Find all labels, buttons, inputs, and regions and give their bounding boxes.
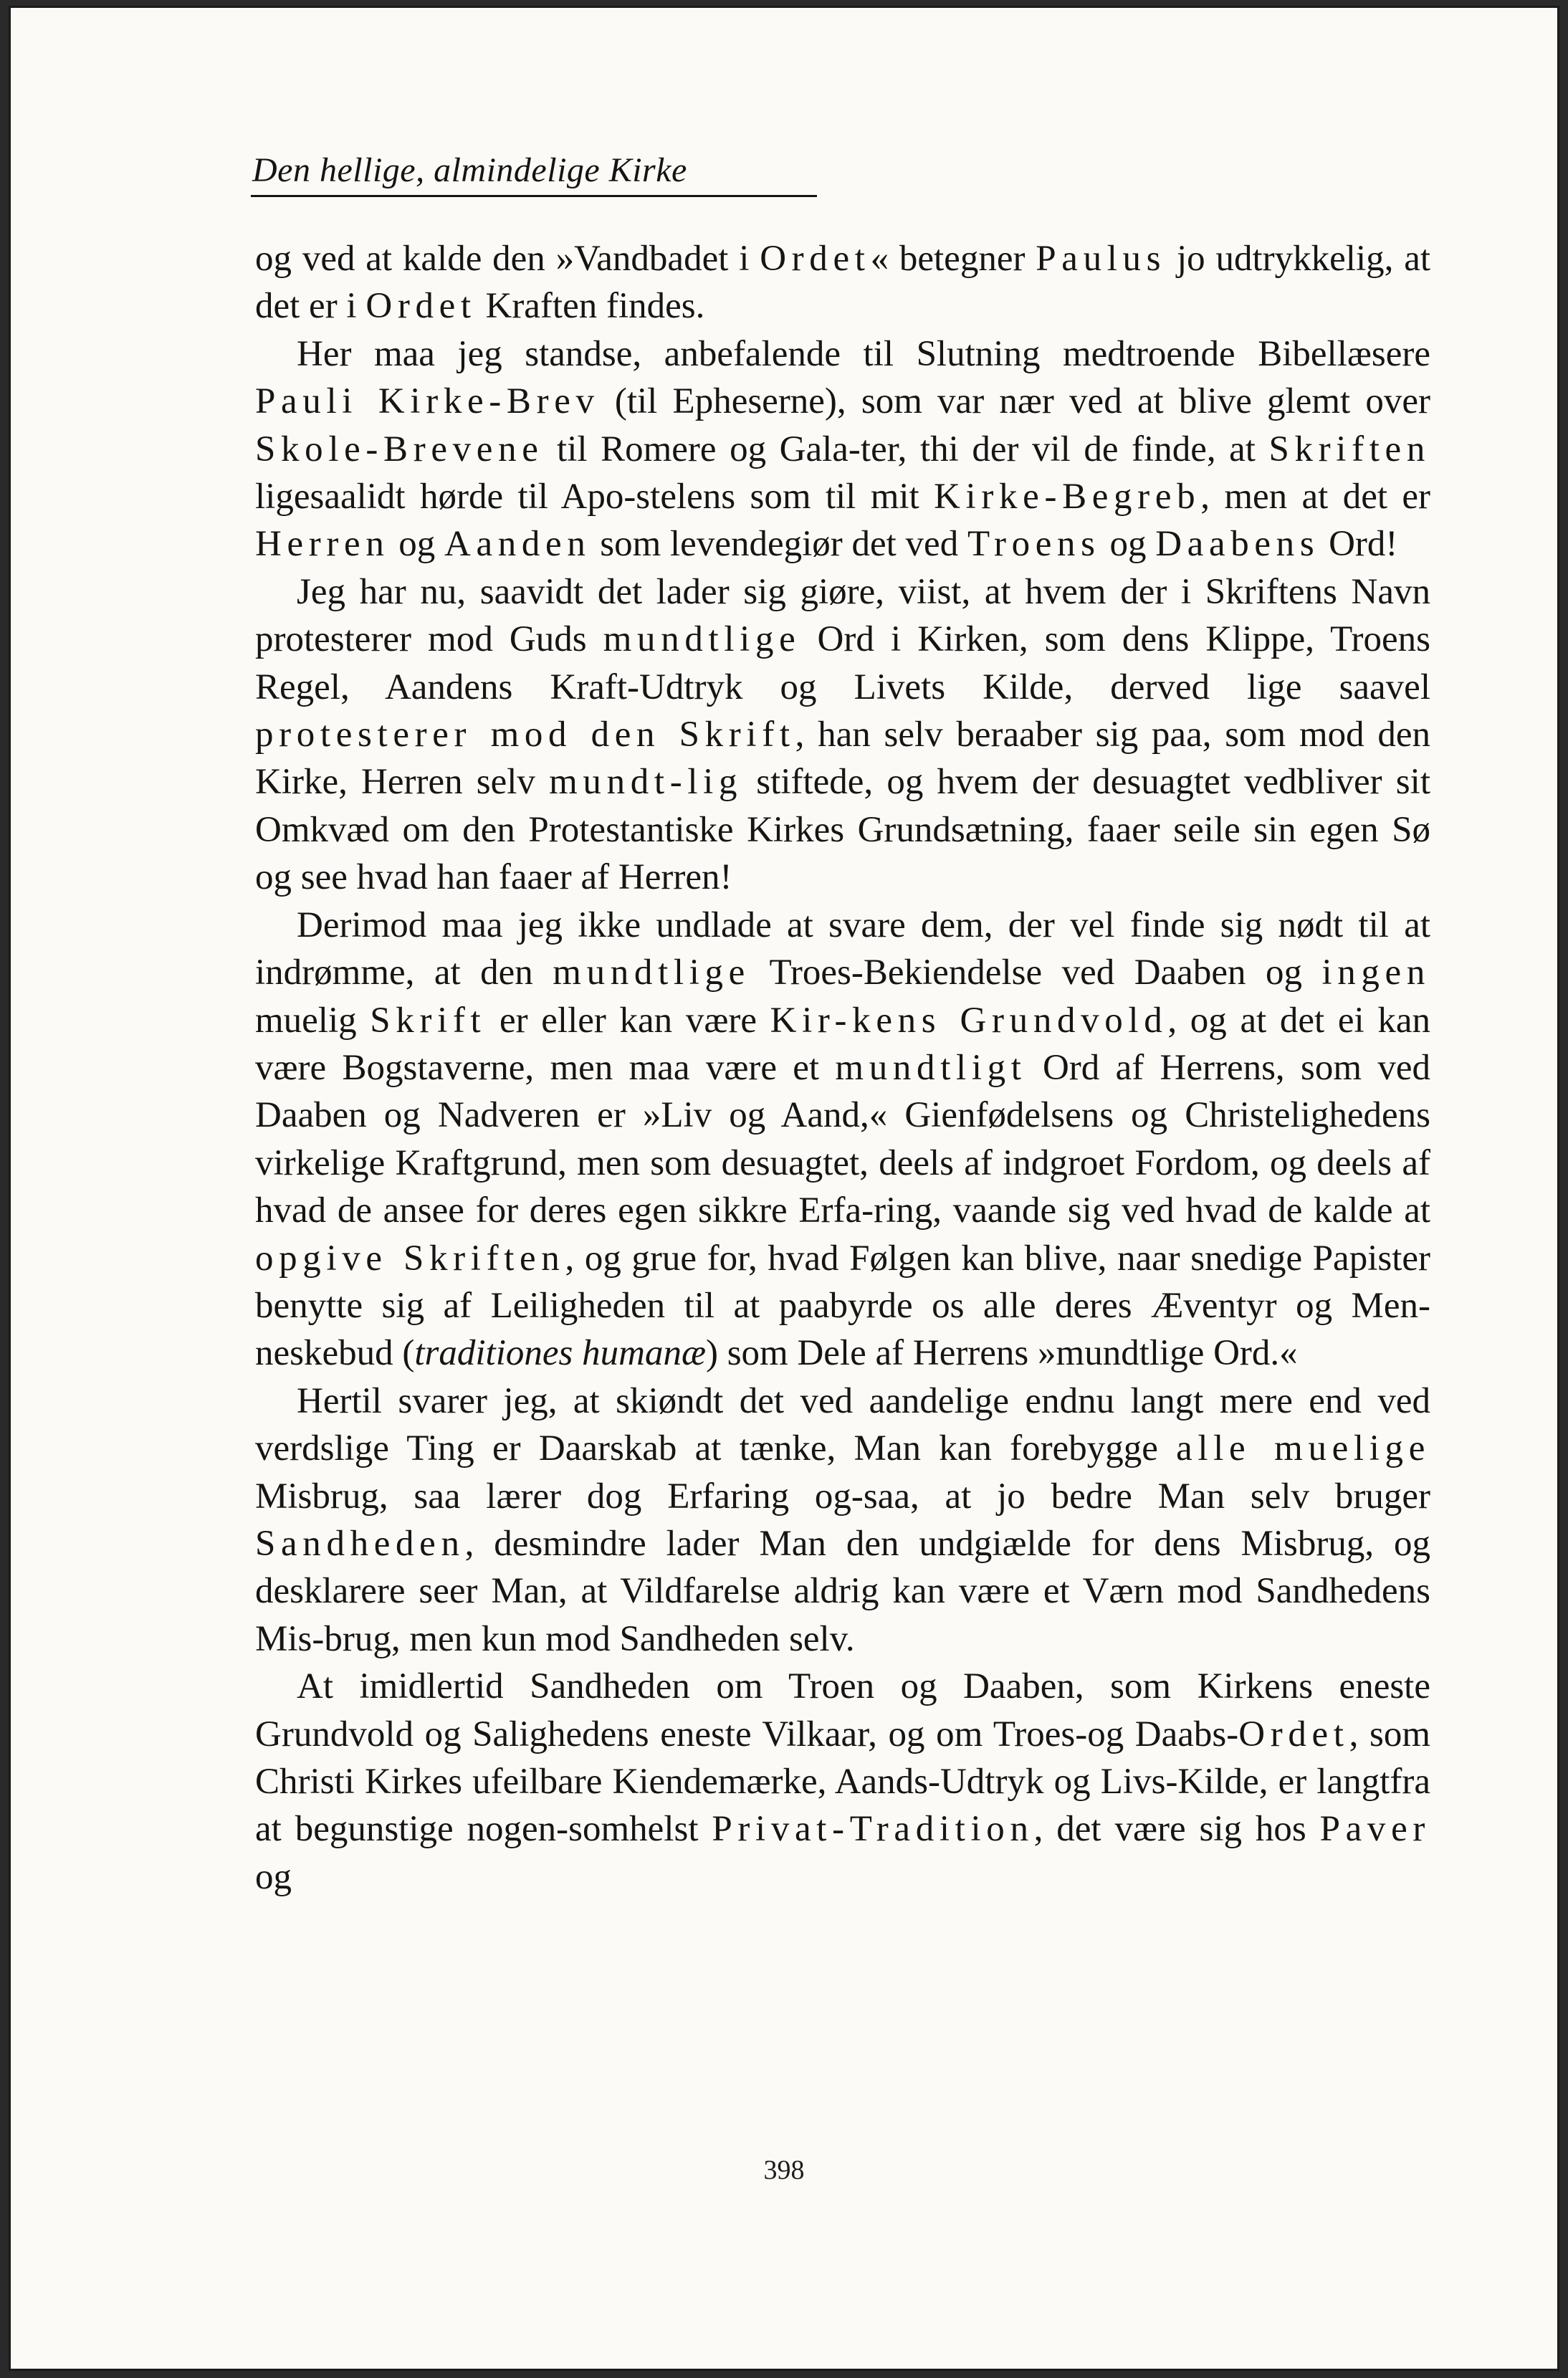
text-run: , desmindre lader Man den undgiælde for dens Misbrug, og desklarere seer Man, at Vildfarelse aldrig kan være et Værn mod Sandhedens Mis-brug, men kun mod Sandheden selv. xyxy=(255,1523,1430,1659)
text-run: Ord i Kirken, som dens Klippe, Troens Regel, Aandens Kraft-Udtryk og Livets Kilde, derved lige saavel xyxy=(255,619,1430,707)
spaced-emphasis: mundtlige xyxy=(553,952,750,993)
spaced-emphasis: Daabens xyxy=(1155,524,1320,565)
text-run: (til Epheserne), som var nær ved at blive glemt over xyxy=(599,381,1430,422)
spaced-emphasis: Kir-kens Grundvold xyxy=(770,1000,1168,1041)
spaced-emphasis: Ordet xyxy=(1238,1714,1349,1754)
body-text xyxy=(255,235,1430,1901)
text-run: , han selv beraaber sig paa, som mod den Kirke, Herren selv xyxy=(255,715,1431,803)
text-run: og ved at kalde den »Vandbadet i xyxy=(255,239,760,279)
text-run: og xyxy=(255,1856,292,1897)
text-run: ) som Dele af Herrens »mundtlige Ord.« xyxy=(705,1333,1298,1374)
spaced-emphasis: Skriften xyxy=(1268,429,1430,469)
spaced-emphasis: alle muelige xyxy=(1176,1428,1430,1469)
text-run: er eller kan være xyxy=(486,1000,770,1041)
text-run: og xyxy=(389,524,444,565)
running-header: Den hellige, almindelige Kirke xyxy=(252,151,687,189)
paragraph-p4 xyxy=(255,902,1430,1377)
spaced-emphasis: mundt-lig xyxy=(549,762,743,803)
text-run: og xyxy=(1100,524,1156,565)
text-run: stiftede, og hvem der desuagtet vedbliver sit Omkvæd om den Protestantiske Kirkes Grundsætning, faaer seile sin egen Sø og see hvad han faaer af Herren! xyxy=(255,762,1430,898)
spaced-emphasis: Pauli Kirke-Brev xyxy=(255,381,600,422)
spaced-emphasis: Paver xyxy=(1319,1809,1430,1850)
spaced-emphasis: Aanden xyxy=(444,524,591,565)
text-run: , som Christi Kirkes ufeilbare Kiendemærke, Aands-Udtryk og Livs-Kilde, er langtfra at begunstige nogen-somhelst xyxy=(255,1714,1430,1850)
spaced-emphasis: mundtlige xyxy=(603,619,801,660)
spaced-emphasis: opgive Skriften xyxy=(255,1238,565,1279)
text-run: til Romere og Gala-ter, thi der vil de finde, at xyxy=(543,429,1269,469)
spaced-emphasis: protesterer mod den Skrift xyxy=(255,715,795,755)
text-run: Kraften findes. xyxy=(476,286,705,327)
paragraph-p3 xyxy=(255,568,1430,902)
spaced-emphasis: Ordet xyxy=(760,239,871,279)
spaced-emphasis: Troens xyxy=(967,524,1101,565)
text-run: ligesaalidt hørde til Apo-stelens som til mit xyxy=(255,477,934,517)
text-run: Jeg har nu, saavidt det lader sig giøre, viist, at hvem der i Skriftens Navn protesterer mod Guds xyxy=(255,571,1430,660)
text-run: Troes-Bekiendelse ved Daaben og xyxy=(750,952,1322,993)
spaced-emphasis: Sandheden xyxy=(255,1523,465,1564)
text-run: , men at det er xyxy=(1200,477,1430,517)
text-run: Misbrug, saa lærer dog Erfaring og-saa, at jo bedre Man selv bruger xyxy=(255,1476,1430,1517)
text-run: Derimod maa jeg ikke undlade at svare dem, der vel finde sig nødt til at indrømme, at den xyxy=(255,904,1430,993)
spaced-emphasis: Skole-Brevene xyxy=(255,429,544,469)
text-run: , og grue for, hvad Følgen kan blive, naar snedige Papister benytte sig af Leiligheden til at paabyrde os alle deres Æventyr og Men-neskebud ( xyxy=(255,1238,1430,1374)
paragraph-p2 xyxy=(255,330,1430,568)
text-run: At imidlertid Sandheden om Troen og Daaben, som Kirkens eneste Grundvold og Salighedens eneste Vilkaar, og om Troes-og Daabs- xyxy=(255,1666,1430,1754)
text-run: , og at det ei kan være Bogstaverne, men maa være et xyxy=(255,1000,1430,1088)
text-run: Hertil svarer jeg, at skiøndt det ved aandelige endnu langt mere end ved verdslige Ting er Daarskab at tænke, Man kan forebygge xyxy=(255,1380,1430,1469)
page-number: 398 xyxy=(763,2155,805,2185)
paragraph-p5 xyxy=(255,1377,1430,1663)
text-run: Her maa jeg standse, anbefalende til Slutning medtroende Bibellæsere xyxy=(297,333,1430,374)
spaced-emphasis: Paulus xyxy=(1036,239,1167,279)
text-run: muelig xyxy=(255,1000,371,1041)
text-run: jo udtrykkelig, at det er i xyxy=(255,239,1430,327)
text-run: Ord af Herrens, som ved Daaben og Nadveren er »Liv og Aand,« Gienfødelsens og Christelighedens virkelige Kraftgrund, men som desuagtet, deels af indgroet Fordom, og deels af hvad de ansee for deres egen sikkre Erfa-ring, vaande sig ved hvad de kalde at xyxy=(255,1047,1430,1231)
italic-text: traditiones humanæ xyxy=(414,1333,706,1374)
spaced-emphasis: mundtligt xyxy=(835,1047,1027,1088)
text-run: Ord! xyxy=(1319,524,1398,565)
spaced-emphasis: Skrift xyxy=(370,1000,487,1041)
spaced-emphasis: Privat-Tradition xyxy=(712,1809,1034,1850)
text-run: , det være sig hos xyxy=(1033,1809,1320,1850)
spaced-emphasis: Ordet xyxy=(365,286,477,327)
header-underline xyxy=(251,195,817,197)
text-run: som levendegiør det ved xyxy=(591,524,967,565)
text-run: « betegner xyxy=(870,239,1036,279)
paragraph-p1 xyxy=(255,235,1430,330)
book-page xyxy=(9,6,1559,2371)
spaced-emphasis: ingen xyxy=(1321,952,1430,993)
paragraph-p6 xyxy=(255,1663,1430,1901)
spaced-emphasis: Herren xyxy=(255,524,390,565)
spaced-emphasis: Kirke-Begreb xyxy=(934,477,1201,517)
